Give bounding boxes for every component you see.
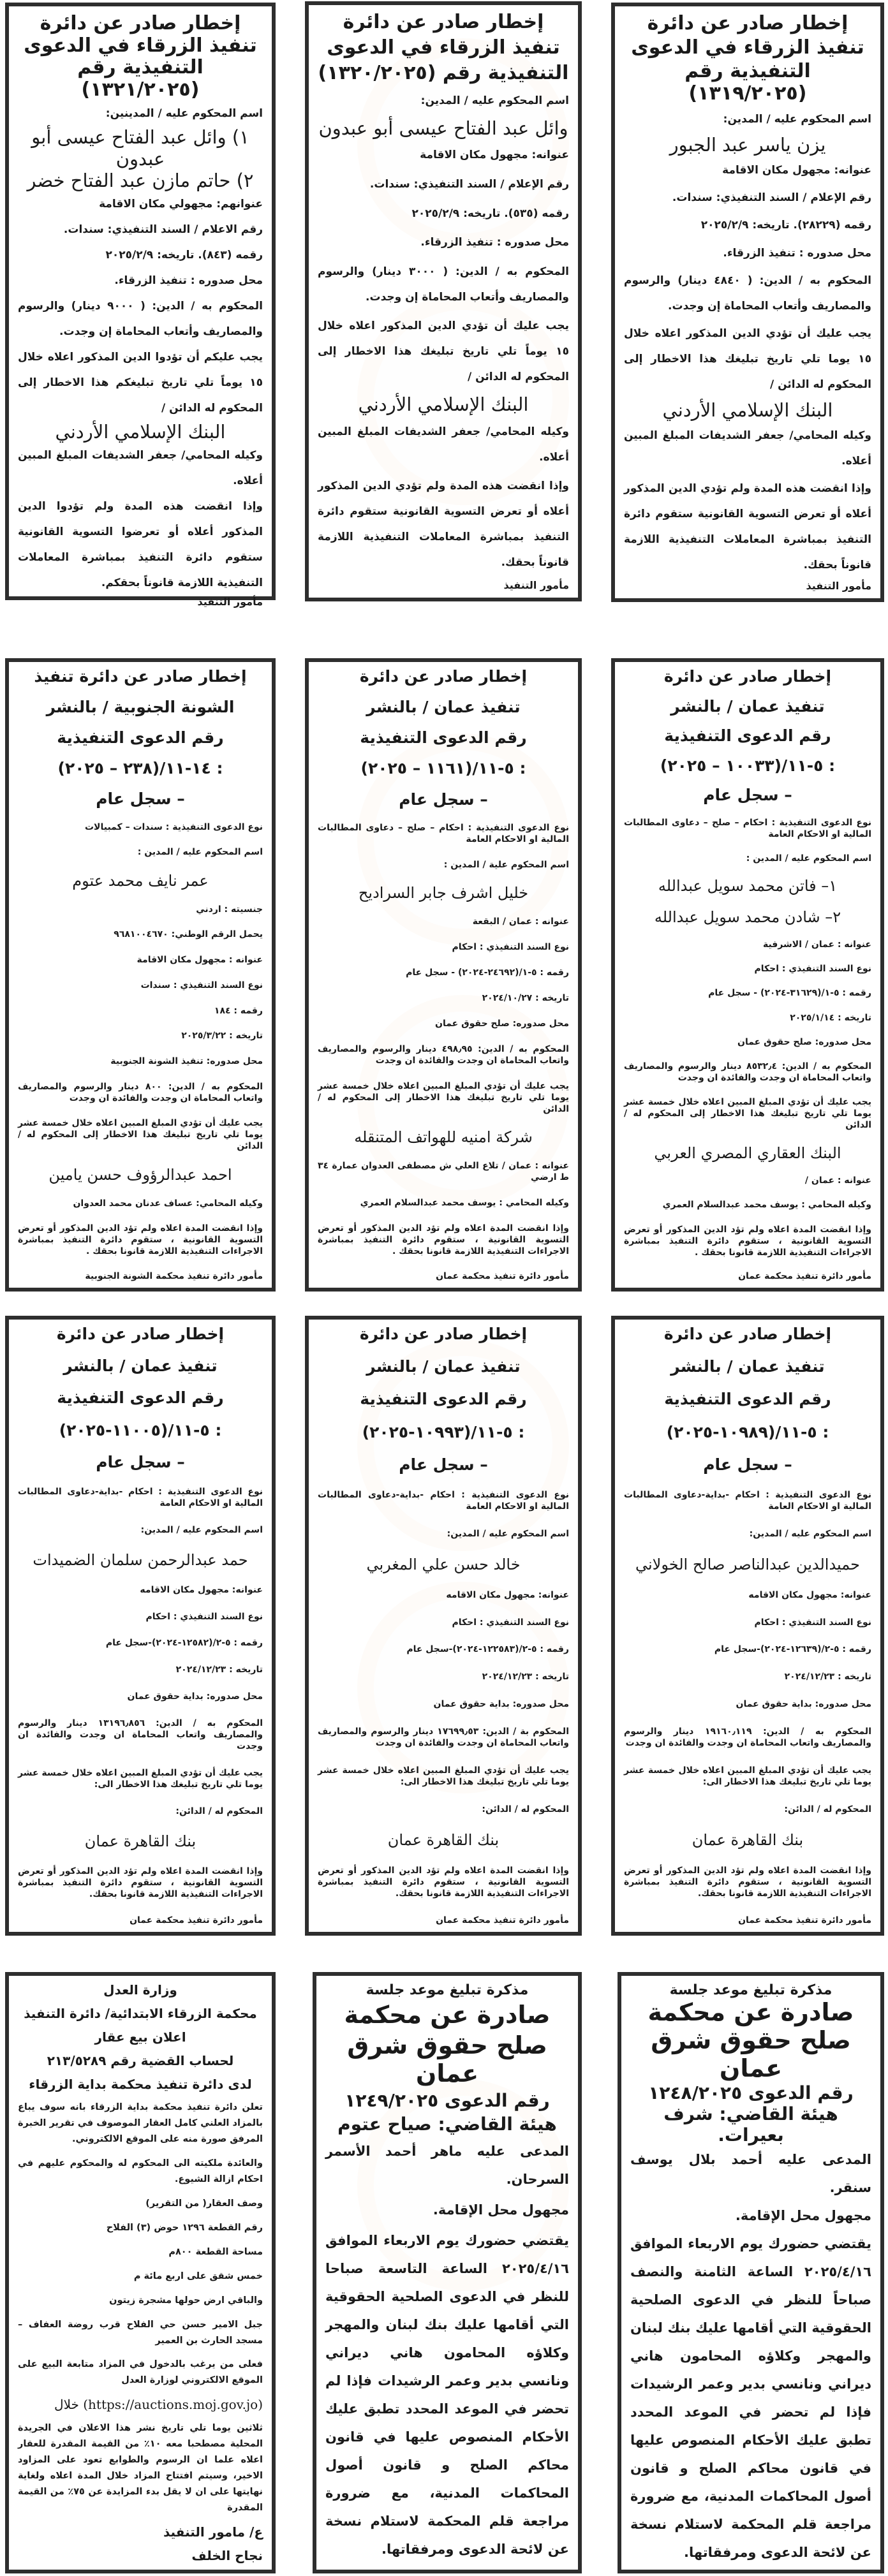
court-name: صلح حقوق شرق عمان (347, 2031, 547, 2088)
notice-text: وكيله المحامي : يوسف محمد عبدالسلام العمري (360, 1198, 569, 1209)
notice-text: تاريخه : ٢٠٢٤/١٠/٢٧ (482, 992, 569, 1003)
court-name: صادرة عن محكمة (648, 1998, 854, 2027)
notice-text: رقم الإعلام / السند التنفيذي: سندات. (672, 191, 871, 205)
notice-text: رقم الإعلام / السند التنفيذي: سندات. (369, 178, 569, 191)
notice-text: ثلاثين يوما تلي تاريخ نشر هذا الاعلان في الجريدة المحلية مصطحبا معه ١٠٪ من القيمة المقدرة للعقار اعلاه علما ان الرسوم والطوابع تعود على المزاود الاخير، وسيتم افتتاح المزاد خلال المدة اعلاه ولغاية نهايتها على ان لا يقل بدء المزايدة عن ٧٥٪ من القيمة المقدرة (18, 2423, 263, 2513)
party-name: حميدالدين عبدالناصر صالح الخولاني (635, 1555, 861, 1573)
notice-text: محل صدوره: تنفيذ الشونة الجنوبية (110, 1056, 263, 1066)
notice-heading: مذكرة تبليغ موعد جلسة (669, 1982, 833, 1998)
notice-text: يجب عليك أن تؤدي المبلغ المبين اعلاه خلال خمسة عشر يوما تلي تاريخ تبليغك هذا الاخطار الى: (624, 1765, 871, 1788)
notice-heading: إخطار صادر عن دائرة (359, 667, 528, 686)
signature: مأمور دائرة تنفيذ محكمة عمان (738, 1270, 871, 1281)
notice-zarqa-1319 (611, 3, 884, 602)
notice-heading: إخطار صادر عن دائرة (343, 11, 544, 33)
notice-text: عنوانه : عمان / البقعة (472, 916, 569, 927)
party-name: بنك القاهرة عمان (692, 1831, 804, 1849)
notice-text: وكيله المحامي/ جعفر الشديفات المبلغ المبين أعلاه. (624, 429, 871, 467)
notice-text: تاريخه : ٢٠٢٥/١/١٤ (790, 1012, 871, 1023)
notice-text: محل صدوره: صلح حقوق عمان (435, 1018, 569, 1029)
notice-amman-10989 (611, 1316, 884, 1936)
notice-heading: – سجل عام (703, 786, 792, 805)
signature: مأمور التنفيذ (197, 596, 263, 608)
notice-heading: تنفيذ عمان / بالنشر (670, 1357, 825, 1376)
notice-heading: رقم الدعوى التنفيذية (57, 728, 224, 747)
party-name: احمد عبدالرؤوف حسن يامين (48, 1165, 232, 1184)
notice-text: يجب عليك أن تؤدي المبلغ المبين اعلاه خلال خمسة عشر يوما تلي تاريخ تبليغك هذا الاخطار إلى المحكوم له / الدائن (624, 1097, 871, 1131)
notice-text: يجب عليك أن تؤدي الدين المذكور اعلاه خلال ١٥ يوما تلي تاريخ تبليغك هذا الاخطار إلى المحكوم له الدائن / (624, 327, 871, 391)
notice-text: وكيله المحامي/ جعفر الشديفات المبلغ المبين أعلاه. (318, 425, 569, 464)
notice-heading: : ٥-١١/(١١٠٠٥-٢٠٢٥) (59, 1420, 222, 1439)
notice-heading: – سجل عام (703, 1455, 792, 1474)
notice-text: عنوانه: مجهول مكان الاقامه (446, 1589, 569, 1600)
party-name: ٢) حاتم مازن عبد الفتاح خضر (27, 170, 254, 191)
notice-text: نوع السند التنفيذي : احكام (452, 1617, 569, 1628)
notice-text: وصف العقار( من التقرير) (145, 2198, 263, 2209)
notice-heading: تنفيذ عمان / بالنشر (63, 1357, 218, 1376)
notice-heading: : ٥-١١/(١٠٩٩٣-٢٠٢٥) (362, 1422, 525, 1441)
notice-text: عنوانه : عمان / الاشرفية (762, 939, 871, 950)
notice-text: المدعى عليه ماهر أحمد الأسمر السرحان. (325, 2144, 569, 2188)
notice-text: والباقي ارض حولها مشجرة زيتون (109, 2295, 263, 2306)
notice-text: رقمه (٢٨٢٢٩). تاريخه: ٢٠٢٥/٢/٩ (700, 219, 871, 232)
notice-text: جنسيته : اردني (196, 904, 263, 915)
notice-text: عنوانه : مجهول مكان الاقامة (137, 955, 263, 966)
signature: مأمور دائرة تنفيذ محكمة عمان (436, 1270, 569, 1281)
notice-text: المحكوم له / الدائن: (784, 1804, 871, 1815)
notice-text: نوع السند التنفيذي : سندات (140, 980, 263, 990)
notice-text: المحكوم بة / الدين: ١٧٦٩٩٫٥٣ دينار والرسوم والمصاريف واتعاب المحاماة ان وجدت والفائدة ان وجدت (318, 1726, 569, 1749)
notice-text: نوع الدعوى التنفيذية : سندات – كمبيالات (84, 821, 263, 832)
notice-heading: رقم الدعوى التنفيذية (57, 1388, 224, 1408)
notice-text: نوع السند التنفيذي : احكام (754, 1617, 871, 1628)
notice-heading: : ١٤-١١/(٢٣٨ – ٢٠٢٥) (57, 758, 223, 777)
signature: نجاح الخلف (191, 2547, 263, 2563)
notice-text: اسم المحكوم عليه / المدينين: (105, 107, 263, 120)
notice-heading: لحساب القضية رقم ٢١٣/٥٢٨٩ (47, 2052, 234, 2068)
notice-amman-11005 (5, 1316, 276, 1936)
signature: مأمور دائرة تنفيذ محكمة الشونة الجنوبية (85, 1271, 263, 1281)
case-info: رقم الدعوى ١٢٤٩/٢٠٢٥ (344, 2090, 550, 2112)
notice-heading: تنفيذ عمان / بالنشر (670, 696, 825, 716)
notice-text: اسم المحكوم عليه / المدين: (749, 1528, 871, 1539)
case-info: رقم الدعوى ١٢٤٨/٢٠٢٥ (648, 2082, 854, 2104)
party-name: البنك الإسلامي الأردني (358, 394, 529, 416)
notice-text: وإذا انقضت هذه المدة ولم تؤدي الدين المذكور أعلاه أو تعرض التسوية القانونية ستقوم دائرة التنفيذ بمباشرة المعاملات التنفيذية اللازمة قانوناً بحقك. (624, 482, 871, 571)
notice-heading: رقم الدعوى التنفيذية (664, 726, 831, 746)
notice-text: المحكوم به / الدين: ( ٩٠٠٠ دينار) والرسوم والمصاريف وأتعاب المحاماة إن وجدت. (18, 300, 263, 338)
notice-text: وإذا انقضت المدة اعلاه ولم تؤد الدين المذكور أو تعرض التسوية القانونية ، ستقوم دائرة التنفيذ بمباشرة الاجراءات التنفيذية اللازمة قانونا بحقك . (624, 1224, 871, 1258)
notice-text: والعائدة ملكيته الى المحكوم له والمحكوم عليهم في احكام ازالة الشيوع. (18, 2158, 263, 2185)
notice-text: تاريخه : ٢٠٢٤/١٢/٢٣ (482, 1672, 569, 1682)
notice-text: محل صدوره: بداية حقوق عمان (736, 1699, 871, 1710)
notice-text: المدعى عليه أحمد بلال يوسف سنقر. (630, 2152, 871, 2196)
notice-text: محل صدوره : تنفيذ الزرقاء. (114, 274, 263, 287)
notice-text: مجهول محل الإقامة. (735, 2208, 871, 2224)
notice-text: فعلى من يرغب بالدخول في المزاد متابعة البيع على الموقع الالكتروني لوزارة العدل (18, 2359, 263, 2386)
notice-text: وإذا انقضت المدة اعلاه ولم تؤد الدين المذكور أو تعرض التسوية القانونية ، ستقوم دائرة التنفيذ بمباشرة الاجراءات التنفيذية اللازمة قانونا بحقك. (318, 1865, 569, 1899)
notice-text: اسم المحكوم عليه / المدين: (723, 113, 871, 126)
notice-shouna-238 (5, 658, 276, 1292)
party-name: يزن ياسر عبد الجبور (669, 134, 826, 156)
notice-text: يجب عليك أن تؤدي المبلغ المبين اعلاه خلال خمسة عشر يوما تلي تاريخ تبليغك هذا الاخطار الى: (318, 1765, 569, 1788)
notice-text: اسم المحكوم عليه / المدين : (746, 853, 871, 864)
notice-text: يحمل الرقم الوطني: ٩٦٨١٠٠٤٦٧٠ (114, 929, 263, 940)
notice-text: وكيله المحامي/ جعفر الشديفات المبلغ المبين أعلاه. (18, 449, 263, 487)
notice-text: رقمه : ٥-٢/(١٢٢٥٨٣-٢٠٢٤)-سجل عام (406, 1644, 569, 1655)
notice-heading: محكمة الزرقاء الابتدائية/ دائرة التنفيذ (24, 2005, 257, 2021)
notice-text: عنوانه : عمان / (804, 1175, 871, 1186)
court-name: صلح حقوق شرق عمان (651, 2026, 851, 2083)
notice-text: يقتضي حضورك يوم الاربعاء الموافق ٢٠٢٥/٤/١٦ الساعة التاسعة صباحا للنظر في الدعوى الصلحية الحقوقية التي أقامها عليك بنك لبنان والمهجر وكلاؤه المحامون هاني ديراني ونانسي بدير وعمر الرشيدات فإذا لم تحضر في الموعد المحدد تطبق عليك الأحكام المنصوص عليها في قانون محاكم الصلح و قانون أصول المحاكمات المدنية، مع ضرورة مراجعة قلم المحكمة لاستلام نسخة عن لائحة الدعوى ومرفقاتها. (325, 2232, 569, 2557)
notice-heading: لدى دائرة تنفيذ محكمة بداية الزرقاء (29, 2076, 252, 2092)
party-name: حمد عبدالرحمن سلمان الضميدات (33, 1550, 248, 1569)
notice-text: اسم المحكوم عليه / المدين: (140, 1524, 263, 1535)
notice-text: يجب عليك أن تؤدي المبلغ المبين اعلاه خلال خمسة عشر يوما تلي تاريخ تبليغك هذا الاخطار الى: (18, 1768, 263, 1790)
notice-heading: تنفيذ عمان / بالنشر (366, 1357, 521, 1376)
notice-text: رقم القطعة ١٢٩٦ حوض (٣) الفلاح (106, 2223, 263, 2233)
notice-text: جبل الامير حسن حي الفلاح قرب روضة العفاف – مسجد الحارث بن العمير (18, 2319, 263, 2346)
notice-text: المحكوم به / الدين: ٨٠٠ دينار والرسوم والمصاريف واتعاب المحاماة ان وجدت والفائدة ان وجدت (18, 1081, 263, 1103)
notice-text: نوع الدعوى التنفيذية : احكام -بداية-دعاوى المطالبات المالية او الاحكام العامة (624, 1489, 871, 1512)
notice-text: عنوانه: مجهول مكان الاقامه (140, 1584, 263, 1595)
case-info: هيئة القاضي: شرف بعيرات. (663, 2103, 838, 2146)
notice-zarqa-1321 (5, 3, 276, 608)
notice-text: يقتضي حضورك يوم الاربعاء الموافق ٢٠٢٥/٤/١٦ الساعة الثامنة والنصف صباحاً للنظر في الدعوى الصلحية الحقوقية التي أقامها عليك بنك لبنان والمهجر وكلاؤه المحامون هاني ديراني ونانسي بدير وعمر الرشيدات فإذا لم تحضر في الموعد المحدد تطبق عليك الأحكام المنصوص عليها في قانون محاكم الصلح و قانون أصول المحاكمات المدنية، مع ضرورة مراجعة قلم المحكمة لاستلام نسخة عن لائحة الدعوى ومرفقاتها. (630, 2236, 871, 2561)
notice-text: رقمه : ٥-٢/(١٢٦٣٩-٢٠٢٤)-سجل عام (714, 1644, 871, 1655)
notice-text: يجب عليكم أن تؤدوا الدين المذكور اعلاه خلال ١٥ يوماً تلي تاريخ تبليغكم هذا الاخطار إلى المحكوم له الدائن / (18, 351, 263, 415)
notice-text: عنوانه: مجهول مكان الاقامه (748, 1589, 871, 1600)
notice-text: نوع الدعوى التنفيذية : احكام – صلح – دعاوى المطالبات المالية او الاحكام العامة (624, 817, 871, 839)
notice-heading: إخطار صادر عن دائرة تنفيذ (34, 667, 247, 686)
notice-zarqa-1320 (305, 1, 582, 601)
notice-text: وكيله المحامي: عساف عدنان محمد العدوان (73, 1198, 263, 1209)
signature: مأمور التنفيذ (806, 579, 871, 592)
notice-heading: – سجل عام (96, 789, 185, 808)
notice-text: خمس شقق على اربع مائة م (133, 2271, 263, 2281)
notice-text: رقم الاعلام / السند التنفيذي: سندات. (63, 223, 263, 236)
notice-text: تاريخه : ٢٠٢٥/٣/٢٢ (181, 1031, 263, 1041)
case-info: هيئة القاضي: صياح عتوم (337, 2114, 557, 2135)
signature: مأمور دائرة تنفيذ محكمة عمان (130, 1915, 263, 1925)
notice-text: وإذا انقضت المدة اعلاه ولم تؤد الدين المذكور أو تعرض التسوية القانونية ، ستقوم دائرة التنفيذ بمباشرة الاجراءات التنفيذية اللازمة قانونا بحقك . (318, 1223, 569, 1256)
notice-heading: تنفيذ الزرقاء في الدعوى (631, 36, 864, 59)
notice-heading: التنفيذية رقم (١٣٢١/٢٠٢٥) (77, 56, 204, 101)
notice-text: رقمه : ١٨٤ (214, 1005, 263, 1016)
notice-text: المحكوم به / الدين: ( ٤٨٤٠ دينار) والرسوم والمصاريف وأتعاب المحاماة إن وجدت. (624, 274, 871, 313)
party-name: خالد حسن علي المغربي (366, 1555, 521, 1573)
party-name: البنك الإسلامي الأردني (662, 399, 833, 421)
court-name: صادرة عن محكمة (344, 2001, 551, 2029)
notice-text: عنوانه: مجهول مكان الاقامة (420, 149, 569, 162)
notice-heading: إخطار صادر عن دائرة (40, 12, 241, 34)
notice-heading: – سجل عام (96, 1452, 185, 1471)
auction-link[interactable]: (https://auctions.moj.gov.jo) خلال (54, 2397, 263, 2413)
notice-zarqa-auction (5, 1972, 276, 2573)
notice-text: رقمه : ٥-١/(٢٤٦٩٢-٢٠٢٤) - سجل عام (406, 968, 569, 978)
notice-text: المحكوم به / الدين: ٤٩٨٫٩٥ دينار والرسوم والمصاريف واتعاب المحاماة ان وجدت والفائدة ان وجدت (318, 1043, 569, 1066)
notice-text: وإذا انقضت المدة اعلاه ولم تؤد الدين المذكور أو تعرض التسوية القانونية ، ستقوم دائرة التنفيذ بمباشرة الاجراءات التنفيذية اللازمة قانونا بحقك. (624, 1865, 871, 1899)
notice-text: وإذا انقضت هذه المدة ولم تؤدي الدين المذكور أعلاه أو تعرض التسوية القانونية ستقوم دائرة التنفيذ بمباشرة المعاملات التنفيذية اللازمة قانوناً بحقك. (318, 480, 569, 570)
notice-text: وإذا انقضت المدة اعلاه ولم تؤد الدين المذكور أو تعرض التسوية القانونية ، ستقوم دائرة التنفيذ بمباشرة الاجراءات التنفيذية اللازمة قانونا بحقك . (18, 1223, 263, 1257)
notice-heading: : ٥-١١/(١٠٩٨٩-٢٠٢٥) (666, 1422, 829, 1441)
notice-heading: – سجل عام (399, 790, 488, 809)
notice-text: المحكوم به / الدين: ( ٣٠٠٠ دينار) والرسوم والمصاريف وأتعاب المحاماة إن وجدت. (318, 265, 569, 304)
party-name: البنك العقاري المصري العربي (654, 1144, 841, 1162)
notice-text: يجب عليك أن تؤدي المبلغ المبين اعلاه خلال خمسة عشر يوما تلي تاريخ تبليغك هذا الاخطار إلى المحكوم له / الدائن (318, 1080, 569, 1114)
notice-text: رقمه (٥٣٥). تاريخه: ٢٠٢٥/٢/٩ (411, 207, 569, 220)
signature: مأمور دائرة تنفيذ محكمة عمان (436, 1915, 569, 1925)
notice-heading: – سجل عام (399, 1455, 488, 1474)
notice-text: وكيله المحامي : يوسف محمد عبدالسلام العمري (662, 1200, 871, 1211)
signature: مأمور التنفيذ (503, 578, 569, 591)
notice-heading: رقم الدعوى التنفيذية (360, 1390, 527, 1409)
notice-east-amman-1249 (313, 1972, 582, 2573)
notice-text: اسم المحكوم عليه / المدين: (420, 94, 569, 108)
notice-amman-10993 (305, 1316, 582, 1936)
party-name: ١– فاتن محمد سويل عبدالله (658, 877, 838, 895)
notice-text: محل صدوره : تنفيذ الزرقاء. (420, 236, 569, 249)
notice-heading: إخطار صادر عن دائرة (56, 1325, 225, 1343)
notice-text: محل صدوره: صلح حقوق عمان (737, 1036, 871, 1047)
notice-text: عنوانهم: مجهولي مكان الاقامة (99, 198, 263, 210)
party-name: البنك الإسلامي الأردني (55, 421, 226, 443)
notice-heading: إخطار صادر عن دائرة (663, 667, 832, 686)
notice-text: يجب عليك أن تؤدي المبلغ المبين اعلاه خلال خمسة عشر يوما تلي تاريخ تبليغك هذا الاخطار إلى المحكوم له / الدائن (18, 1118, 263, 1152)
notice-text: محل صدوره: بداية حقوق عمان (433, 1699, 569, 1710)
notice-heading: رقم الدعوى التنفيذية (360, 728, 527, 747)
notice-heading: الشونة الجنوبية / بالنشر (46, 697, 235, 716)
signature: مأمور دائرة تنفيذ محكمة عمان (738, 1915, 871, 1925)
notice-text: اسم المحكوم عليه / المدين: (447, 1528, 569, 1539)
notice-text: وإذا انقضت هذه المدة ولم تؤدوا الدين المذكور أعلاه أو تعرضوا التسوية القانونية ستقوم دائرة التنفيذ بمباشرة المعاملات التنفيذية اللازمة قانوناً بحقكم. (18, 500, 263, 589)
notice-heading: تنفيذ الزرقاء في الدعوى (24, 34, 257, 57)
notice-amman-10033 (611, 658, 884, 1292)
notice-text: نوع الدعوى التنفيذية : احكام -بداية-دعاوى المطالبات المالية او الاحكام العامة (318, 1489, 569, 1512)
notice-heading: اعلان بيع عقار (94, 2029, 186, 2045)
party-name: بنك القاهرة عمان (84, 1832, 196, 1850)
notice-text: اسم المحكوم عليه / المدين : (137, 847, 263, 858)
notice-east-amman-1248 (618, 1972, 884, 2573)
notice-text: مجهول محل الإقامة. (433, 2202, 569, 2218)
party-name: بنك القاهرة عمان (387, 1831, 500, 1849)
notice-heading: التنفيذية رقم (١٣٢٠/٢٠٢٥) (318, 62, 569, 85)
notice-heading: : ٥-١١/(١٠٠٣٣ – ٢٠٢٥) (660, 756, 836, 775)
notice-text: تعلن دائرة تنفيذ محكمة بداية الزرقاء بانه سوف يباع بالمزاد العلني كامل العقار الموصوف في تقرير الخبرة المرفق صورة منه على الموقع الالكتروني. (18, 2102, 263, 2145)
party-name: عمر نايف محمد عتوم (72, 872, 209, 890)
notice-text: عنوانه: مجهول مكان الاقامة (722, 164, 871, 177)
notice-heading: وزارة العدل (103, 1982, 177, 1998)
notice-text: المحكوم به / الدين: ١٣١٩٦٫٨٥٦ دينار والرسوم والمصاريف واتعاب المحاماة ان وجدت والفائدة ان وجدت (18, 1718, 263, 1752)
notice-text: يجب عليك أن تؤدي الدين المذكور اعلاه خلال ١٥ يوماً تلي تاريخ تبليغك هذا الاخطار إلى المحكوم له الدائن / (318, 320, 569, 384)
party-name: ٢– شادن محمد سويل عبدالله (654, 908, 841, 926)
notice-text: نوع الدعوى التنفيذية : احكام – صلح – دعاوى المطالبات المالية او الاحكام العامة (318, 822, 569, 844)
notice-text: مساحة القطعة ٨٠٠م (168, 2246, 263, 2257)
notice-heading: إخطار صادر عن دائرة (663, 1325, 832, 1343)
notice-text: نوع السند التنفيذي : احكام (145, 1611, 263, 1622)
notice-text: المحكوم به / الدين: ١٩١٦٠٫١١٩ دينار والرسوم والمصاريف واتعاب المحاماة ان وجدت والفائدة ان وجدت (624, 1726, 871, 1749)
notice-text: المحكوم له / الدائن: (175, 1806, 263, 1817)
notice-text: رقمه : ٥-١/(٣١٦٢٩-٢٠٢٤) - سجل عام (708, 988, 871, 999)
notice-heading: إخطار صادر عن دائرة (359, 1325, 528, 1343)
notice-text: تاريخه : ٢٠٢٤/١٢/٢٣ (175, 1665, 263, 1675)
notice-text: المحكوم به / الدين: ٨٥٣٢٫٤ دينار والرسوم والمصاريف واتعاب المحاماة ان وجدت والفائدة ان وجدت (624, 1061, 871, 1084)
notice-heading: إخطار صادر عن دائرة (647, 12, 848, 34)
notice-text: رقمه : ٥-٢/(١٢٥٨٢-٢٠٢٤)-سجل عام (105, 1638, 263, 1649)
notice-text: نوع السند التنفيذي : احكام (754, 964, 871, 975)
notice-text: محل صدوره : تنفيذ الزرقاء. (723, 246, 871, 260)
signature: ع/ مامور التنفيذ (163, 2524, 263, 2540)
notice-text: نوع الدعوى التنفيذية : احكام -بداية-دعاوى المطالبات المالية او الاحكام العامة (18, 1486, 263, 1508)
notice-text: محل صدوره: بداية حقوق عمان (127, 1691, 263, 1702)
notice-text: تاريخه : ٢٠٢٤/١٢/٢٣ (784, 1672, 871, 1682)
notice-heading: تنفيذ الزرقاء في الدعوى (327, 36, 560, 59)
party-name: وائل عبد الفتاح عيسى أبو عبدون (318, 117, 568, 139)
party-name: شركة امنيه للهواتف المتنقله (354, 1128, 533, 1147)
notice-text: وإذا انقضت المدة اعلاه ولم تؤد الدين المذكور أو تعرض التسوية القانونية ، ستقوم دائرة التنفيذ بمباشرة الاجراءات التنفيذية اللازمة قانونا بحقك. (18, 1866, 263, 1899)
party-name: ١) وائل عبد الفتاح عيسى أبو عبدون (31, 126, 249, 170)
notice-heading: مذكرة تبليغ موعد جلسة (366, 1982, 529, 1998)
notice-heading: : ٥-١١/(١١٦١ – ٢٠٢٥) (360, 759, 526, 778)
notice-text: رقمه (٨٤٣). تاريخه: ٢٠٢٥/٢/٩ (105, 249, 263, 261)
notice-amman-1161 (305, 658, 582, 1292)
notice-text: نوع السند التنفيذي : احكام (452, 942, 569, 953)
notice-heading: تنفيذ عمان / بالنشر (366, 698, 521, 717)
notice-text: عنوانه : عمان / تلاع العلي ش مصطفى العدوان عمارة ٣٤ ط ارضي (318, 1161, 569, 1183)
notice-text: المحكوم له / الدائن: (482, 1804, 569, 1815)
notice-heading: رقم الدعوى التنفيذية (664, 1390, 831, 1409)
notice-text: اسم المحكوم علية / المدين : (443, 859, 569, 870)
notice-heading: التنفيذية رقم (١٣١٩/٢٠٢٥) (685, 60, 811, 105)
party-name: خليل اشرف جابر السراديح (358, 884, 529, 902)
